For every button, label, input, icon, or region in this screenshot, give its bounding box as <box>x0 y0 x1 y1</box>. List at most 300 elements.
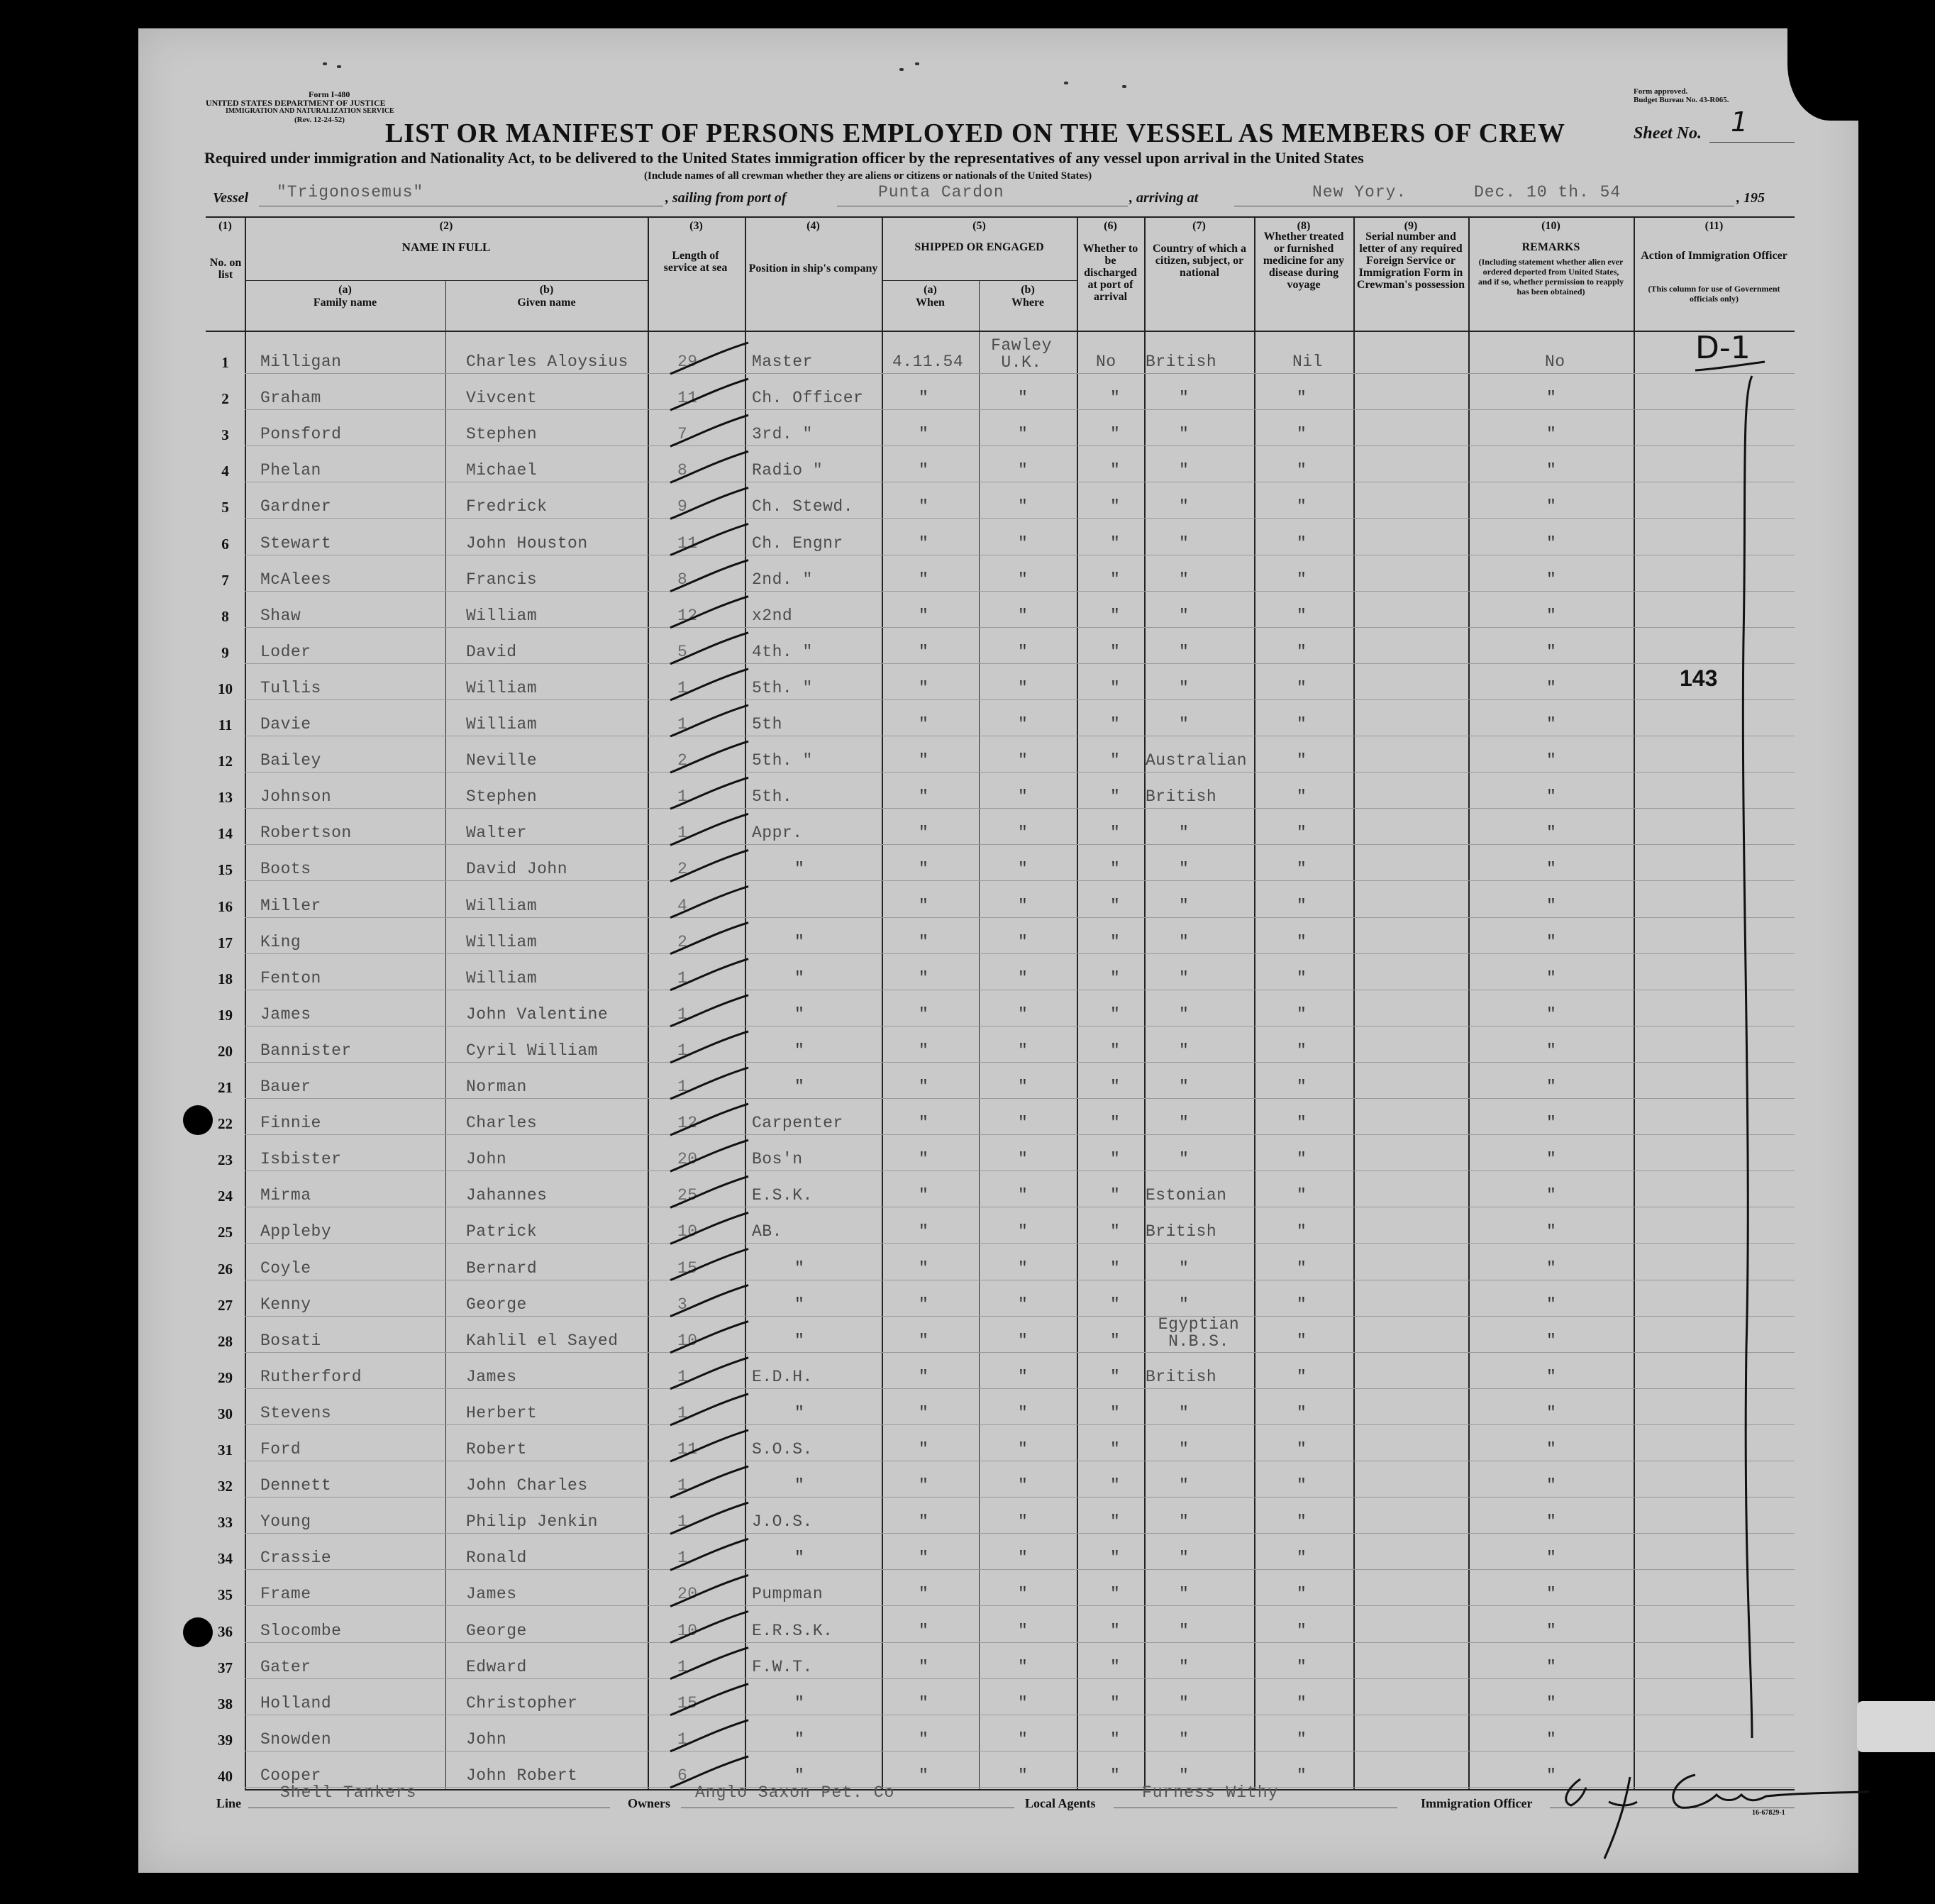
cell-where: " <box>1018 1621 1029 1640</box>
cell-discharged: " <box>1110 389 1121 408</box>
cell-length: 11 <box>677 533 698 553</box>
cell-where: " <box>1018 425 1029 444</box>
col-number: (2) <box>439 220 453 232</box>
cell-remarks: " <box>1546 860 1557 879</box>
cell-given: Charles <box>466 1114 538 1133</box>
cell-discharged: " <box>1110 751 1121 770</box>
cell-when: 4.11.54 <box>892 353 964 371</box>
cell-where: " <box>1018 1549 1029 1568</box>
cell-where: " <box>1018 1004 1029 1024</box>
cell-when: " <box>919 570 929 589</box>
cell-given: William <box>466 968 538 987</box>
cell-discharged: " <box>1110 787 1121 807</box>
cell-medicine: " <box>1297 1766 1307 1785</box>
cell-remarks: " <box>1546 1186 1557 1205</box>
cell-country: " <box>1179 1476 1190 1495</box>
cell-country: " <box>1179 824 1190 843</box>
cell-discharged: " <box>1110 425 1121 444</box>
col-number: (4) <box>806 220 820 232</box>
cell-discharged: " <box>1110 642 1121 661</box>
cell-position: " <box>794 1078 805 1096</box>
cell-country: " <box>1179 1004 1190 1024</box>
cell-remarks: " <box>1546 1331 1557 1350</box>
row-number: 22 <box>218 1115 233 1133</box>
cell-when: " <box>919 1549 929 1568</box>
port-of-departure: Punta Cardon <box>878 183 1004 201</box>
cell-country: " <box>1179 932 1190 951</box>
cell-remarks: " <box>1546 1078 1557 1096</box>
cell-length: 1 <box>677 1657 688 1676</box>
cell-given: Walter <box>466 824 527 843</box>
cell-position: S.O.S. <box>752 1440 813 1459</box>
cell-length: 1 <box>677 787 688 807</box>
cell-medicine: " <box>1297 1295 1307 1314</box>
cell-family: McAlees <box>260 570 332 589</box>
form-approved: Form approved. <box>1634 87 1688 96</box>
cell-position: Bos'n <box>752 1150 803 1169</box>
cell-where: " <box>1018 1331 1029 1350</box>
cell-where: " <box>1018 1512 1029 1532</box>
cell-length: 2 <box>677 860 688 879</box>
cell-family: Graham <box>260 389 321 408</box>
row-number: 19 <box>218 1006 233 1024</box>
cell-when: " <box>919 860 929 879</box>
cell-medicine: Nil <box>1292 353 1323 371</box>
cell-where: " <box>1018 1150 1029 1169</box>
cell-family: Boots <box>260 860 311 879</box>
cell-given: John <box>466 1150 507 1169</box>
cell-country: " <box>1179 642 1190 661</box>
cell-discharged: " <box>1110 1295 1121 1314</box>
cell-length: 1 <box>677 1403 688 1422</box>
action-mark: D-1 <box>1695 330 1751 366</box>
cell-country: " <box>1179 1549 1190 1568</box>
cell-family: Dennett <box>260 1476 332 1495</box>
cell-remarks: " <box>1546 1150 1557 1169</box>
header-remarks-note: (Including statement whether alien ever ordered deported from United States, and if so, whether permission to reapply has been obtained) <box>1477 257 1624 297</box>
cell-where: " <box>1018 1186 1029 1205</box>
cell-discharged: " <box>1110 896 1121 915</box>
cell-given: Kahlil el Sayed <box>466 1331 619 1350</box>
cell-length: 1 <box>677 1549 688 1568</box>
cell-length: 29 <box>677 353 698 371</box>
cell-discharged: " <box>1110 1222 1121 1241</box>
row-number: 6 <box>221 535 229 553</box>
cell-family: Ford <box>260 1440 301 1459</box>
cell-when: " <box>919 896 929 915</box>
cell-given: Ronald <box>466 1549 527 1568</box>
cell-discharged: " <box>1110 461 1121 480</box>
cell-discharged: " <box>1110 1585 1121 1604</box>
cell-medicine: " <box>1297 1258 1307 1278</box>
cell-when: " <box>919 1331 929 1350</box>
cell-when: " <box>919 932 929 951</box>
cell-given: John Houston <box>466 533 588 553</box>
cell-position: " <box>794 968 805 987</box>
cell-when: " <box>919 1440 929 1459</box>
cell-given: John Robert <box>466 1766 578 1785</box>
cell-country: " <box>1179 389 1190 408</box>
cell-family: Young <box>260 1512 311 1532</box>
cell-length: 10 <box>677 1621 698 1640</box>
cell-medicine: " <box>1297 606 1307 625</box>
col-number: (7) <box>1192 220 1206 232</box>
cell-where: " <box>1018 1367 1029 1386</box>
cell-where: " <box>1018 606 1029 625</box>
cell-where: " <box>1018 787 1029 807</box>
cell-when: " <box>919 461 929 480</box>
cell-given: Edward <box>466 1657 527 1676</box>
cell-medicine: " <box>1297 1114 1307 1133</box>
cell-family: Stewart <box>260 533 332 553</box>
cell-family: James <box>260 1004 311 1024</box>
header-position: Position in ship's company <box>748 262 878 275</box>
cell-remarks: " <box>1546 1549 1557 1568</box>
cell-remarks: " <box>1546 606 1557 625</box>
cell-given: Francis <box>466 570 538 589</box>
cell-country: " <box>1179 896 1190 915</box>
cell-medicine: " <box>1297 389 1307 408</box>
header-length-of-service: Length of service at sea <box>663 250 728 274</box>
footer-owners: Anglo Saxon Pet. Co <box>695 1783 895 1802</box>
header-when: When <box>916 297 945 309</box>
port-of-arrival: New Yory. <box>1312 183 1407 201</box>
cell-family: Milligan <box>260 353 342 371</box>
header-action: Action of Immigration Officer <box>1641 250 1787 262</box>
required-statement: Required under immigration and Nationality Act, to be delivered to the United States immigration officer by the representatives of any vessel upon arrival in the United States <box>204 149 1364 167</box>
row-number: 23 <box>218 1151 233 1169</box>
cell-position: J.O.S. <box>752 1512 813 1532</box>
form-number: Form I-480 <box>309 89 350 99</box>
cell-medicine: " <box>1297 425 1307 444</box>
cell-when: " <box>919 1693 929 1712</box>
cell-length: 3 <box>677 1295 688 1314</box>
cell-length: 1 <box>677 968 688 987</box>
cell-length: 1 <box>677 824 688 843</box>
cell-given: Charles Aloysius <box>466 353 628 371</box>
cell-remarks: " <box>1546 1476 1557 1495</box>
cell-remarks: " <box>1546 678 1557 697</box>
cell-remarks: " <box>1546 1621 1557 1640</box>
cell-country: " <box>1179 1693 1190 1712</box>
cell-family: Isbister <box>260 1150 342 1169</box>
col-number: (9) <box>1404 220 1418 232</box>
cell-country: Estonian <box>1146 1186 1227 1205</box>
footer-owners-label: Owners <box>628 1796 670 1810</box>
cell-position: 3rd. " <box>752 425 813 444</box>
cell-discharged: " <box>1110 968 1121 987</box>
header-name-in-full: NAME IN FULL <box>401 240 491 254</box>
vessel-label: Vessel <box>213 190 248 206</box>
cell-country: " <box>1179 678 1190 697</box>
cell-country: " <box>1179 1585 1190 1604</box>
cell-family: Holland <box>260 1693 332 1712</box>
cell-length: 1 <box>677 1041 688 1060</box>
cell-medicine: " <box>1297 1150 1307 1169</box>
cell-family: Slocombe <box>260 1621 342 1640</box>
cell-length: 9 <box>677 497 688 516</box>
cell-when: " <box>919 1729 929 1749</box>
row-number: 13 <box>218 789 233 807</box>
cell-family: Robertson <box>260 824 352 843</box>
cell-position: x2nd <box>752 606 793 625</box>
header-serial-number: Serial number and letter of any required Foreign Service or Immigration Form in Crewman's possession <box>1356 231 1465 291</box>
cell-family: Coyle <box>260 1258 311 1278</box>
cell-discharged: " <box>1110 1114 1121 1133</box>
cell-medicine: " <box>1297 1078 1307 1096</box>
cell-position: 5th. " <box>752 678 813 697</box>
cell-medicine: " <box>1297 860 1307 879</box>
cell-family: Davie <box>260 715 311 734</box>
cell-position: 2nd. " <box>752 570 813 589</box>
cell-when: " <box>919 1222 929 1241</box>
cell-given: James <box>466 1585 517 1604</box>
cell-remarks: " <box>1546 461 1557 480</box>
cell-country: " <box>1179 1657 1190 1676</box>
revision: (Rev. 12-24-52) <box>294 116 345 124</box>
arrival-date: Dec. 10 th. 54 <box>1474 183 1621 201</box>
cell-given: Fredrick <box>466 497 548 516</box>
cell-medicine: " <box>1297 1657 1307 1676</box>
cell-when: " <box>919 1476 929 1495</box>
header-where-letter: (b) <box>1021 284 1035 296</box>
cell-where: " <box>1018 715 1029 734</box>
cell-length: 11 <box>677 1440 698 1459</box>
cell-country: " <box>1179 1729 1190 1749</box>
cell-length: 10 <box>677 1222 698 1241</box>
cell-remarks: " <box>1546 533 1557 553</box>
cell-given: William <box>466 896 538 915</box>
cell-length: 1 <box>677 1078 688 1096</box>
cell-country: " <box>1179 497 1190 516</box>
cell-position: " <box>794 1004 805 1024</box>
cell-country: " <box>1179 715 1190 734</box>
print-code: 16-67829-1 <box>1752 1809 1785 1817</box>
header-family-name: Family name <box>313 297 377 309</box>
cell-discharged: " <box>1110 497 1121 516</box>
cell-remarks: " <box>1546 1041 1557 1060</box>
cell-remarks: " <box>1546 1295 1557 1314</box>
cell-length: 25 <box>677 1186 698 1205</box>
cell-discharged: " <box>1110 1150 1121 1169</box>
cell-family: King <box>260 932 301 951</box>
cell-country: " <box>1179 425 1190 444</box>
header-remarks: REMARKS <box>1521 241 1580 253</box>
cell-position: " <box>794 1729 805 1749</box>
cell-remarks: " <box>1546 389 1557 408</box>
header-discharged: Whether to be discharged at port of arrival <box>1082 243 1138 303</box>
row-number: 21 <box>218 1079 233 1096</box>
cell-where: Fawley U.K. <box>991 336 1052 372</box>
header-shipped-engaged: SHIPPED OR ENGAGED <box>914 241 1044 253</box>
cell-position: " <box>794 1258 805 1278</box>
header-no-on-list: No. on list <box>209 257 242 281</box>
cell-remarks: " <box>1546 968 1557 987</box>
cell-given: Patrick <box>466 1222 538 1241</box>
row-number: 14 <box>218 825 233 843</box>
cell-where: " <box>1018 497 1029 516</box>
footer-line: Shell Tankers <box>280 1783 417 1802</box>
cell-country: " <box>1179 533 1190 553</box>
cell-when: " <box>919 1150 929 1169</box>
row-number: 25 <box>218 1224 233 1241</box>
cell-position: 5th. <box>752 787 793 807</box>
cell-remarks: " <box>1546 1729 1557 1749</box>
cell-discharged: " <box>1110 1729 1121 1749</box>
cell-family: Finnie <box>260 1114 321 1133</box>
cell-medicine: " <box>1297 1729 1307 1749</box>
row-number: 30 <box>218 1405 233 1422</box>
cell-remarks: " <box>1546 1693 1557 1712</box>
cell-given: Vivcent <box>466 389 538 408</box>
cell-medicine: " <box>1297 1403 1307 1422</box>
cell-country: " <box>1179 1403 1190 1422</box>
row-number: 11 <box>218 716 233 734</box>
cell-where: " <box>1018 1693 1029 1712</box>
cell-discharged: " <box>1110 533 1121 553</box>
cell-family: Appleby <box>260 1222 332 1241</box>
cell-family: Rutherford <box>260 1367 362 1386</box>
cell-where: " <box>1018 1440 1029 1459</box>
cell-discharged: " <box>1110 1258 1121 1278</box>
row-number: 20 <box>218 1042 233 1060</box>
row-number: 15 <box>218 861 233 879</box>
cell-when: " <box>919 1114 929 1133</box>
cell-position: " <box>794 1693 805 1712</box>
cell-country: " <box>1179 968 1190 987</box>
row-number: 10 <box>218 680 233 697</box>
row-number: 8 <box>221 607 229 625</box>
cell-given: James <box>466 1367 517 1386</box>
cell-discharged: " <box>1110 1004 1121 1024</box>
cell-when: " <box>919 606 929 625</box>
cell-position: 5th. " <box>752 751 813 770</box>
cell-given: Stephen <box>466 425 538 444</box>
cell-given: Herbert <box>466 1403 538 1422</box>
cell-remarks: " <box>1546 570 1557 589</box>
cell-family: Cooper <box>260 1766 321 1785</box>
cell-position: " <box>794 860 805 879</box>
cell-when: " <box>919 497 929 516</box>
cell-length: 1 <box>677 715 688 734</box>
cell-position: " <box>794 1476 805 1495</box>
cell-medicine: " <box>1297 1549 1307 1568</box>
col-number: (11) <box>1704 220 1724 232</box>
cell-country: " <box>1179 1041 1190 1060</box>
cell-family: Bosati <box>260 1331 321 1350</box>
cell-country: Australian <box>1146 751 1248 770</box>
cell-remarks: " <box>1546 1403 1557 1422</box>
cell-given: William <box>466 606 538 625</box>
cell-when: " <box>919 1367 929 1386</box>
footer-agents: Furness Withy <box>1142 1783 1279 1802</box>
cell-medicine: " <box>1297 1222 1307 1241</box>
cell-position: 4th. " <box>752 642 813 661</box>
budget-bureau: Budget Bureau No. 43-R065. <box>1634 96 1729 104</box>
cell-discharged: " <box>1110 1041 1121 1060</box>
cell-where: " <box>1018 860 1029 879</box>
cell-discharged: " <box>1110 824 1121 843</box>
cell-medicine: " <box>1297 1440 1307 1459</box>
cell-where: " <box>1018 968 1029 987</box>
cell-remarks: " <box>1546 896 1557 915</box>
cell-length: 1 <box>677 1367 688 1386</box>
cell-medicine: " <box>1297 1693 1307 1712</box>
cell-family: Bannister <box>260 1041 352 1060</box>
cell-discharged: " <box>1110 1512 1121 1532</box>
cell-where: " <box>1018 533 1029 553</box>
row-number: 40 <box>218 1767 233 1785</box>
cell-given: Cyril William <box>466 1041 598 1060</box>
row-number: 4 <box>221 463 229 480</box>
sailing-label: , sailing from port of <box>665 190 787 206</box>
cell-remarks: " <box>1546 1766 1557 1785</box>
cell-where: " <box>1018 896 1029 915</box>
footer-line-label: Line <box>216 1796 242 1810</box>
cell-given: Christopher <box>466 1693 578 1712</box>
cell-given: Michael <box>466 461 538 480</box>
cell-when: " <box>919 968 929 987</box>
cell-length: 1 <box>677 1512 688 1532</box>
cell-position: Ch. Stewd. <box>752 497 854 516</box>
cell-remarks: " <box>1546 751 1557 770</box>
cell-given: David <box>466 642 517 661</box>
cell-given: William <box>466 932 538 951</box>
cell-length: 1 <box>677 1476 688 1495</box>
row-number: 24 <box>218 1188 233 1205</box>
stamp-number: 143 <box>1680 665 1718 691</box>
cell-country: " <box>1179 1295 1190 1314</box>
cell-family: Johnson <box>260 787 332 807</box>
cell-remarks: " <box>1546 1258 1557 1278</box>
col-number: (3) <box>689 220 703 232</box>
row-number: 33 <box>218 1514 233 1532</box>
cell-length: 11 <box>677 389 698 408</box>
row-number: 36 <box>218 1622 233 1640</box>
cell-discharged: " <box>1110 1549 1121 1568</box>
cell-position: Ch. Officer <box>752 389 864 408</box>
cell-where: " <box>1018 1476 1029 1495</box>
header-given-name: Given name <box>517 297 576 309</box>
cell-medicine: " <box>1297 715 1307 734</box>
row-number: 34 <box>218 1550 233 1568</box>
cell-given: Robert <box>466 1440 527 1459</box>
row-number: 38 <box>218 1695 233 1712</box>
cell-medicine: " <box>1297 1331 1307 1350</box>
cell-where: " <box>1018 678 1029 697</box>
cell-when: " <box>919 1512 929 1532</box>
cell-given: George <box>466 1621 527 1640</box>
cell-country: " <box>1179 1440 1190 1459</box>
cell-remarks: " <box>1546 425 1557 444</box>
cell-when: " <box>919 824 929 843</box>
cell-country: " <box>1179 461 1190 480</box>
cell-when: " <box>919 533 929 553</box>
cell-discharged: " <box>1110 606 1121 625</box>
cell-remarks: " <box>1546 1004 1557 1024</box>
cell-when: " <box>919 425 929 444</box>
cell-discharged: No <box>1096 353 1116 371</box>
cell-family: Gater <box>260 1657 311 1676</box>
cell-length: 5 <box>677 642 688 661</box>
cell-family: Bauer <box>260 1078 311 1096</box>
cell-family: Gardner <box>260 497 332 516</box>
cell-medicine: " <box>1297 1512 1307 1532</box>
cell-when: " <box>919 389 929 408</box>
cell-country: " <box>1179 1766 1190 1785</box>
cell-family: Loder <box>260 642 311 661</box>
row-number: 39 <box>218 1731 233 1749</box>
